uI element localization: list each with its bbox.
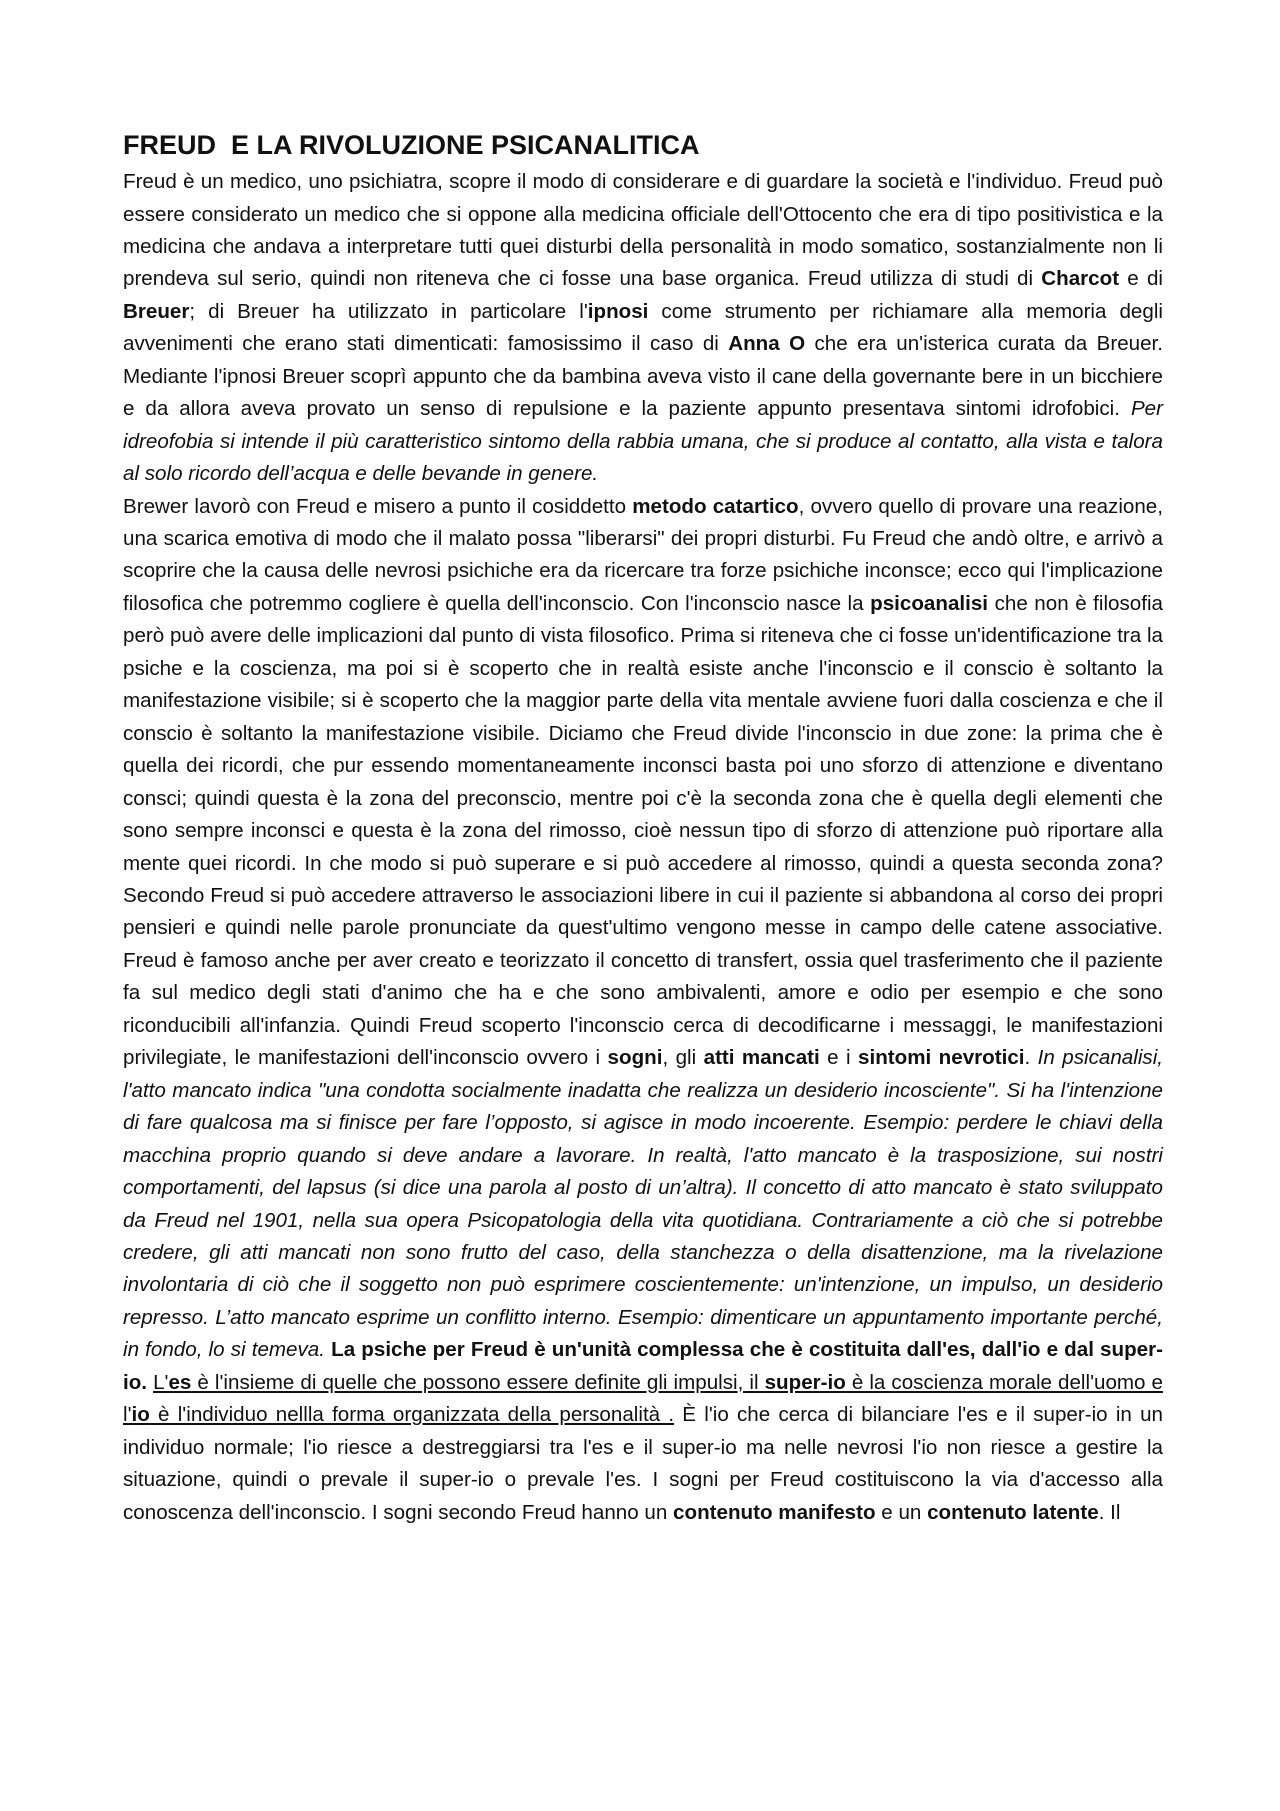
bold-term: atti mancati bbox=[703, 1046, 820, 1070]
paragraph-2 bbox=[123, 491, 1163, 1530]
text-run: e di bbox=[1119, 267, 1163, 291]
bold-term: io bbox=[131, 1403, 150, 1427]
text-run: , ovvero quello di provare una reazione, una scarica emotiva di modo che il malato possa "liberarsi" dei propri disturbi. Fu Freud che andò oltre, e arrivò a scoprire che la causa delle nevrosi psichiche era da ricercare tra forze psichiche inconsce; ecco qui l'implicazione filosofica che potremmo cogliere è quella dell'inconscio. Con l'inconscio nasce la bbox=[123, 494, 1163, 615]
bold-term: es bbox=[168, 1370, 192, 1394]
bold-term: super-io bbox=[764, 1370, 846, 1394]
bold-term: psicoanalisi bbox=[870, 591, 989, 615]
text-run: Freud è un medico, uno psichiatra, scopre il modo di considerare e di guardare la società e l'individuo. Freud può essere considerato un medico che si oppone alla medicina officiale dell'Ottocento che era di tipo positivistica e la medicina che andava a interpretare tutti quei disturbi della personalità in modo somatico, sostanzialmente non li prendeva sul serio, quindi non riteneva che ci fosse una base organica. Freud utilizza di studi di bbox=[123, 170, 1163, 291]
text-run: che era un'isterica curata da Breuer. Mediante l'ipnosi Breuer scoprì appunto che da bambina aveva visto il cane della governante bere in un bicchiere e da allora aveva provato un senso di repulsione e la paziente appunto presentava sintomi idrofobici. bbox=[123, 332, 1163, 421]
text-run: . bbox=[1024, 1046, 1038, 1070]
text-run: È l'io che cerca di bilanciare l'es e il super-io in un individuo normale; l'io riesce a destreggiarsi tra l'es e il super-io ma nelle nevrosi l'io non riesce a gestire la situazione, quindi o prevale il super-io o prevale l'es. I sogni per Freud costituiscono la via d'accesso alla conoscenza dell'inconscio. I sogni secondo Freud hanno un bbox=[123, 1403, 1163, 1524]
bold-term: ipnosi bbox=[587, 299, 649, 323]
page-title: FREUD E LA RIVOLUZIONE PSICANALITICA bbox=[123, 130, 700, 160]
text-run: Brewer lavorò con Freud e misero a punto il cosiddetto bbox=[123, 494, 633, 518]
text-run: , gli bbox=[662, 1046, 704, 1070]
text-run: è l'insieme di quelle che possono essere definite gli impulsi, il bbox=[191, 1370, 765, 1394]
document-page bbox=[123, 130, 1163, 1529]
text-run: è l'individuo nellla forma organizzata della personalità . bbox=[149, 1403, 675, 1427]
bold-term: Breuer bbox=[123, 299, 190, 323]
text-run: e un bbox=[875, 1500, 928, 1524]
bold-term: sogni bbox=[607, 1046, 663, 1070]
bold-term: Anna O bbox=[728, 332, 806, 356]
text-run: . Il bbox=[1098, 1500, 1121, 1524]
bold-term: contenuto manifesto bbox=[673, 1500, 876, 1524]
bold-term: Charcot bbox=[1041, 267, 1120, 291]
paragraph-1 bbox=[123, 166, 1163, 491]
text-run: che non è filosofia però può avere delle implicazioni dal punto di vista filosofico. Prima si riteneva che ci fosse un'identificazione tra la psiche e la coscienza, ma poi si è scoperto che in realtà esiste anche l'inconscio e il conscio è soltanto la manifestazione visibile; si è scoperto che la maggior parte della vita mentale avviene fuori dalla coscienza e che il conscio è soltanto la manifestazione visibile. Diciamo che Freud divide l'inconscio in due zone: la prima che è quella dei ricordi, che pur essendo momentaneamente inconsci basta poi uno sforzo di attenzione e diventano consci; quindi questa è la zona del preconscio, mentre poi c'è la seconda zona che è quella degli elementi che sono sempre inconsci e questa è la zona del rimosso, cioè nessun tipo di sforzo di attenzione può riportare alla mente quei ricordi. In che modo si può superare e si può accedere al rimosso, quindi a questa seconda zona? Secondo Freud si può accedere attraverso le associazioni libere in cui il paziente si abbandona al corso dei propri pensieri e quindi nelle parole pronunciate da quest'ultimo vengono messe in campo delle catene associative. Freud è famoso anche per aver creato e teorizzato il concetto di transfert, ossia quel trasferimento che il paziente fa sul medico degli stati d'animo che ha e che sono ambivalenti, amore e odio per esempio e che sono riconducibili all'infanzia. Quindi Freud scoperto l'inconscio cerca di decodificarne i messaggi, le manifestazioni privilegiate, le manifestazioni dell'inconscio ovvero i bbox=[123, 591, 1164, 1070]
text-run: L' bbox=[153, 1370, 169, 1394]
italic-note: Per idreofobia si intende il più caratteristico sintomo della rabbia umana, che si produce al contatto, alla vista e talora al solo ricordo dell’acqua e delle bevande in genere. bbox=[123, 397, 1163, 486]
text-run: è la coscienza morale dell'uomo e l' bbox=[123, 1370, 1163, 1427]
text-run: ; di Breuer ha utilizzato in particolare l' bbox=[189, 299, 588, 323]
bold-term: sintomi nevrotici bbox=[858, 1046, 1025, 1070]
bold-term: metodo catartico bbox=[632, 494, 799, 518]
text-run: e i bbox=[819, 1046, 859, 1070]
text-run: come strumento per richiamare alla memoria degli avvenimenti che erano stati dimenticati: famosissimo il caso di bbox=[123, 299, 1163, 356]
italic-note: In psicanalisi, l'atto mancato indica "una condotta socialmente inadatta che realizza un desiderio incosciente". Si ha l'intenzione di fare qualcosa ma si finisce per fare l’opposto, si agisce in modo incoerente. Esempio: perdere le chiavi della macchina proprio quando si deve andare a lavorare. In realtà, l'atto mancato è la trasposizione, sui nostri comportamenti, del lapsus (si dice una parola al posto di un’altra). Il concetto di atto mancato è stato sviluppato da Freud nel 1901, nella sua opera Psicopatologia della vita quotidiana. Contrariamente a ciò che si potrebbe credere, gli atti mancati non sono frutto del caso, della stanchezza o della disattenzione, ma la rivelazione involontaria di ciò che il soggetto non può esprimere coscientemente: un'intenzione, un impulso, un desiderio represso. L’atto mancato esprime un conflitto interno. Esempio: dimenticare un appuntamento importante perché, in fondo, lo si temeva. bbox=[123, 1046, 1163, 1362]
bold-statement: La psiche per Freud è un'unità complessa che è costituita dall'es, dall'io e dal super-io. bbox=[123, 1338, 1163, 1394]
bold-term: contenuto latente bbox=[927, 1500, 1099, 1524]
